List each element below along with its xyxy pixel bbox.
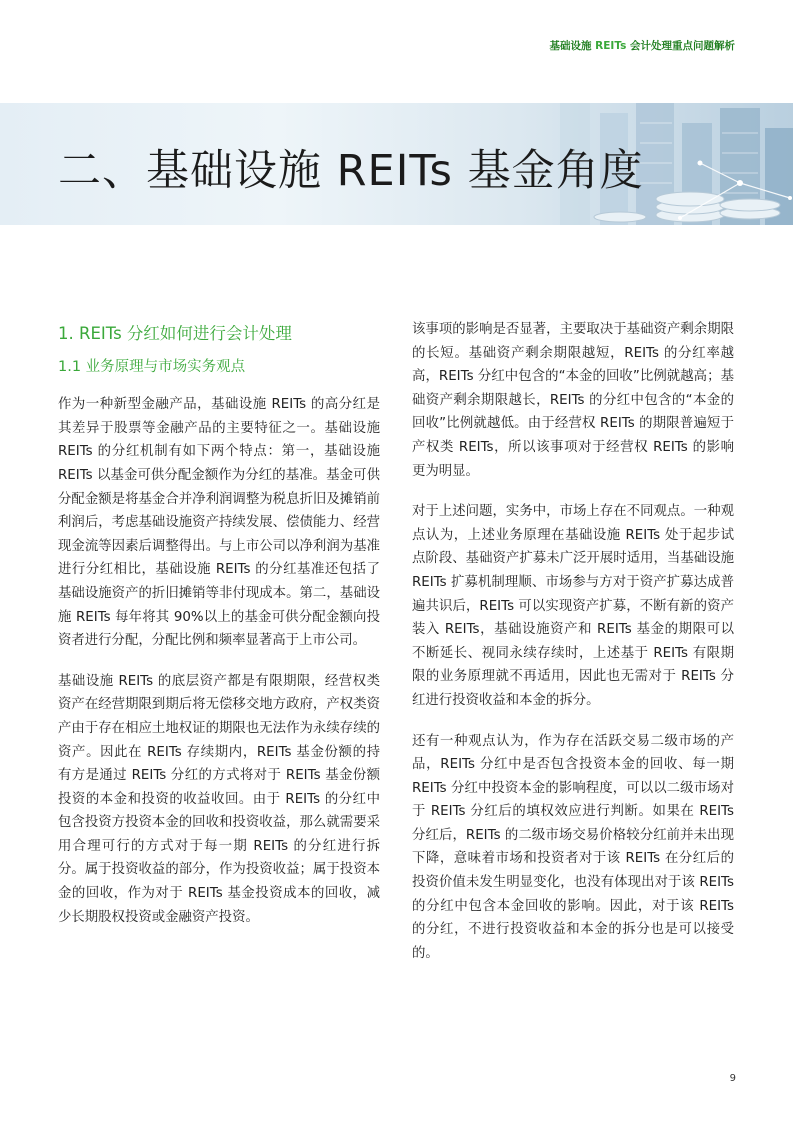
paragraph: 还有一种观点认为，作为存在活跃交易二级市场的产品，REITs 分红中是否包含投资本金的回收、每一期 REITs 分红中投资本金的影响程度，可以以二级市场对于 REITs 分红后的填权效应进行判断。如果在 REITs 分红后，REITs 的二级市场交易价格较分红前并未出现下降，意味着市场和投资者对于该 REITs 在分红后的投资价值未发生明显变化，也没有体现出对于该 REITs 的分红中包含本金回收的影响。因此，对于该 REITs 的分红，不进行投资收益和本金的拆分也是可以接受的。 (412, 733, 734, 961)
paragraph: 作为一种新型金融产品，基础设施 REITs 的高分红是其差异于股票等金融产品的主要特征之一。基础设施 REITs 的分红机制有如下两个特点：第一，基础设施 REITs 以基金可供分配金额作为分红的基准。基金可供分配金额是将基金合并净利润调整为税息折旧及摊销前利润后，考虑基础设施资产持续发展、偿债能力、经营现金流等因素后调整得出。与上市公司以净利润为基准进行分红相比，基础设施 REITs 的分红基准还包括了基础设施资产的折旧摊销等非付现成本。第二，基础设施 REITs 每年将其 90%以上的基金可供分配金额向投资者进行分配，分配比例和频率显著高于上市公司。 (58, 397, 380, 649)
page-number: 9 (729, 1073, 736, 1084)
running-header-part-b: REITs (591, 40, 630, 52)
section-heading: 1. REITs 分红如何进行会计处理 (58, 324, 292, 343)
page-title: 二、基础设施 REITs 基金角度 (58, 146, 644, 196)
running-header-part-c: 会计处理重点问题解析 (630, 40, 735, 52)
running-header (550, 38, 736, 53)
right-column (412, 318, 734, 982)
subsection-heading: 1.1 业务原理与市场实务观点 (58, 358, 246, 375)
running-header-part-a: 基础设施 (549, 40, 592, 52)
paragraph: 基础设施 REITs 的底层资产都是有限期限，经营权类资产在经营期限到期后将无偿移交地方政府，产权类资产由于存在相应土地权证的期限也无法作为永续存续的资产。因此在 REITs 存续期内，REITs 基金份额的持有方是通过 REITs 分红的方式将对于 REITs 基金份额投资的本金和投资的收益收回。由于 REITs 的分红中包含投资方投资本金的回收和投资收益，那么就需要采用合理可行的方式对于每一期 REITs 的分红进行拆分。属于投资收益的部分，作为投资收益；属于投资本金的回收，作为对于 REITs 基金投资成本的回收，减少长期股权投资或金融资产投资。 (58, 673, 380, 925)
paragraph: 对于上述问题，实务中，市场上存在不同观点。一种观点认为，上述业务原理在基础设施 REITs 处于起步试点阶段、基础资产扩募未广泛开展时适用，当基础设施 REITs 扩募机制理顺、市场参与方对于资产扩募达成普遍共识后，REITs 可以实现资产扩募，不断有新的资产装入 REITs，基础设施资产和 REITs 基金的期限可以不断延长、视同永续存续时，上述基于 REITs 有限期限的业务原理就不再适用，因此也无需对于 REITs 分红进行投资收益和本金的拆分。 (412, 504, 734, 708)
paragraph: 该事项的影响是否显著，主要取决于基础资产剩余期限的长短。基础资产剩余期限越短，REITs 的分红率越高，REITs 分红中包含的“本金的回收”比例就越高；基础资产剩余期限越长，REITs 的分红中包含的“本金的回收”比例就越低。由于经营权 REITs 的期限普遍短于产权类 REITs，所以该事项对于经营权 REITs 的影响更为明显。 (412, 322, 734, 479)
left-column (58, 318, 380, 946)
